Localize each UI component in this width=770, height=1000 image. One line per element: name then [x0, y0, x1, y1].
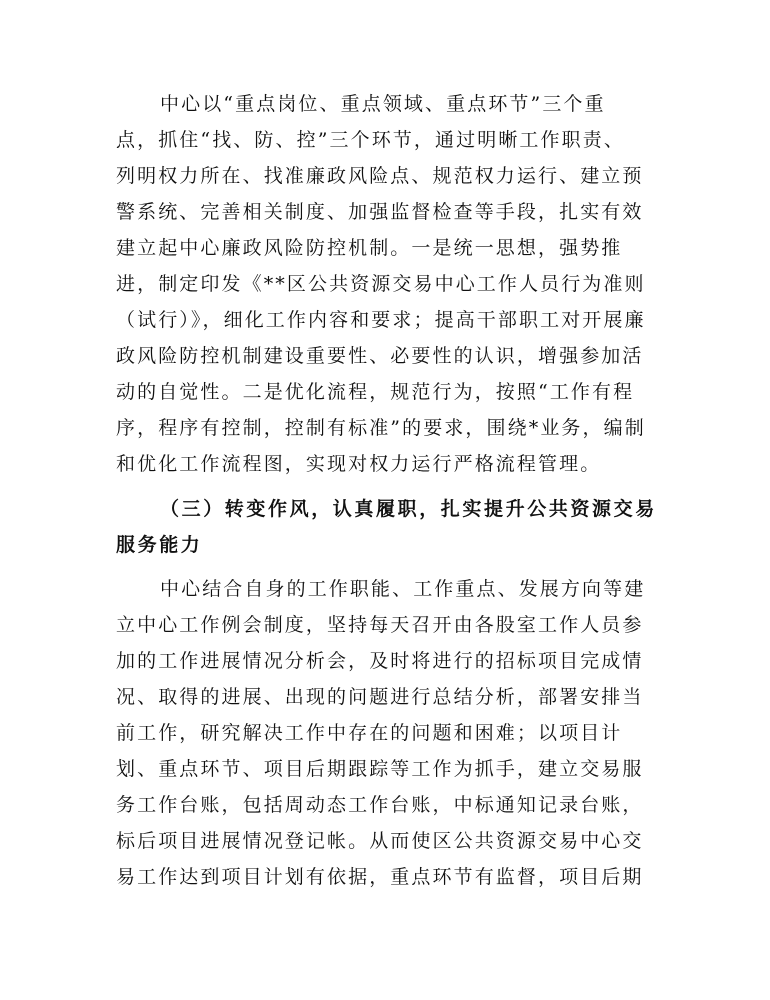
paragraph-1-line-5: 建立起中心廉政风险防控机制。一是统一思想，强势推	[116, 237, 623, 259]
paragraph-1-line-7: （试行）》，细化工作内容和要求；提高干部职工对开展廉	[116, 309, 646, 331]
paragraph-2-line-1: 中心结合自身的工作职能、工作重点、发展方向等建	[160, 578, 646, 600]
paragraph-1-line-2: 点，抓住“找、防、控”三个环节，通过明晰工作职责、	[116, 129, 625, 151]
paragraph-1-line-1: 中心以“重点岗位、重点领域、重点环节”三个重	[160, 93, 606, 115]
paragraph-2-line-8: 标后项目进展情况登记帐。从而使区公共资源交易中心交	[116, 830, 644, 852]
paragraph-1-line-6: 进，制定印发《**区公共资源交易中心工作人员行为准则	[116, 273, 646, 295]
paragraph-1-line-3: 列明权力所在、找准廉政风险点、规范权力运行、建立预	[116, 165, 644, 187]
paragraph-1-line-11: 和优化工作流程图，实现对权力运行严格流程管理。	[116, 453, 602, 475]
paragraph-2-line-4: 况、取得的进展、出现的问题进行总结分析，部署安排当	[116, 686, 644, 708]
paragraph-1-line-4: 警系统、完善相关制度、加强监督检查等手段，扎实有效	[116, 201, 644, 223]
paragraph-2-line-7: 务工作台账，包括周动态工作台账，中标通知记录台账，	[116, 794, 644, 816]
section-heading-line-2: 服务能力	[116, 534, 203, 556]
paragraph-1-line-8: 政风险防控机制建设重要性、必要性的认识，增强参加活	[116, 345, 644, 367]
paragraph-2-line-5: 前工作，研究解决工作中存在的问题和困难；以项目计	[116, 722, 623, 744]
section-heading-line-1: （三）转变作风，认真履职，扎实提升公共资源交易	[160, 498, 657, 520]
paragraph-2-line-2: 立中心工作例会制度，坚持每天召开由各股室工作人员参	[116, 614, 644, 636]
paragraph-1-line-10: 序，程序有控制，控制有标准”的要求，围绕*业务，编制	[116, 417, 646, 439]
paragraph-2-line-9: 易工作达到项目计划有依据，重点环节有监督，项目后期	[116, 866, 644, 888]
paragraph-1-line-9: 动的自觉性。二是优化流程，规范行为，按照“工作有程	[116, 381, 635, 403]
paragraph-2-line-6: 划、重点环节、项目后期跟踪等工作为抓手，建立交易服	[116, 758, 644, 780]
paragraph-2-line-3: 加的工作进展情况分析会，及时将进行的招标项目完成情	[116, 650, 644, 672]
